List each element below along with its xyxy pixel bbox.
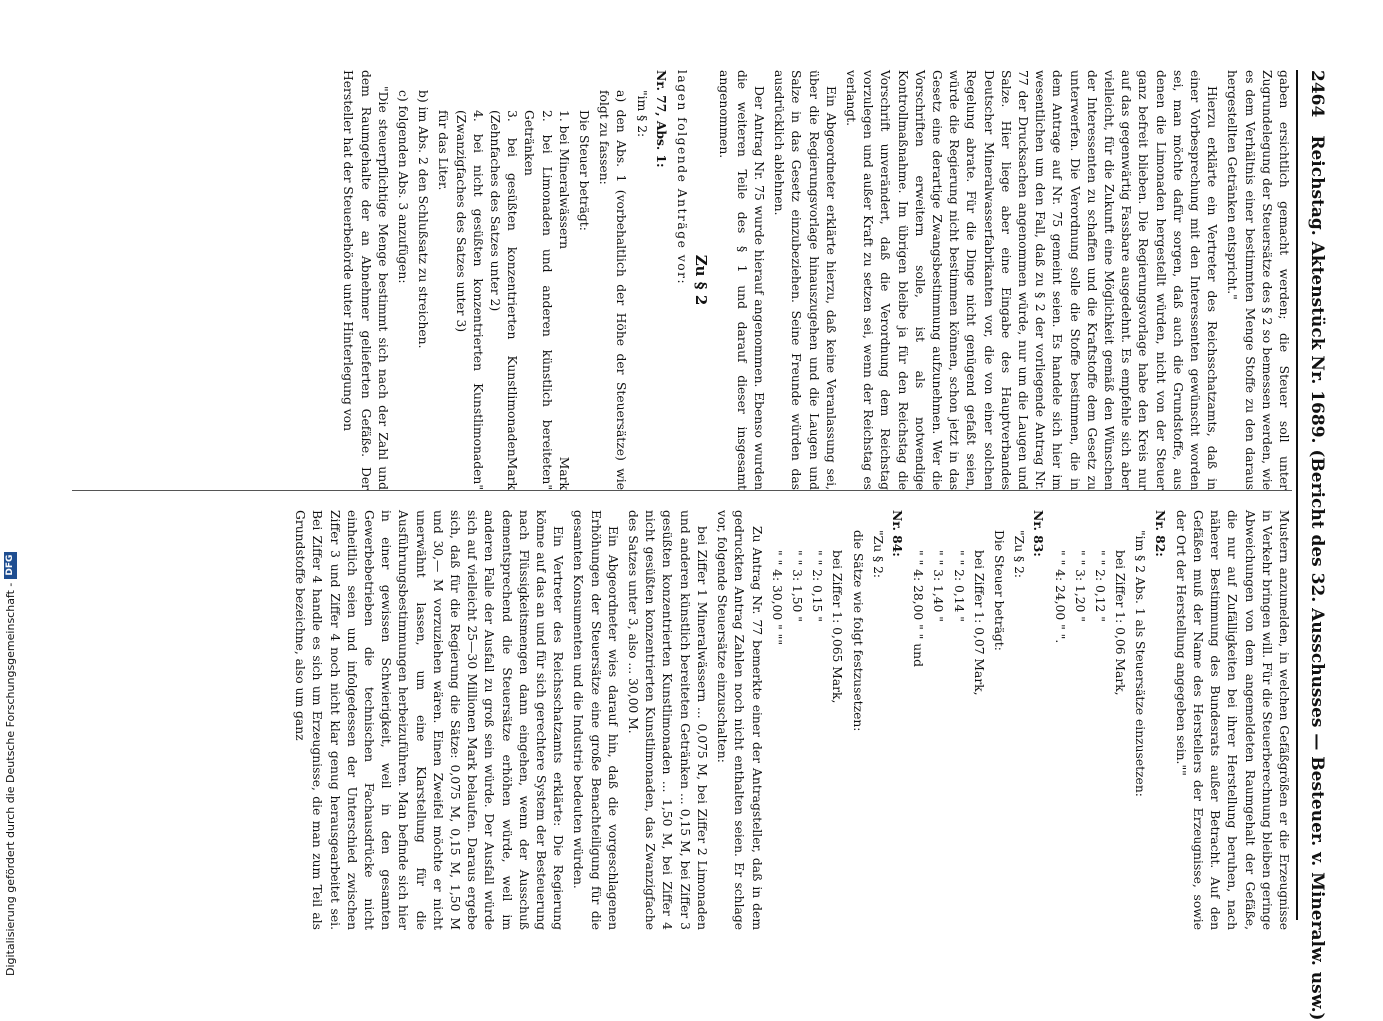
dfg-logo: DFG xyxy=(4,552,17,579)
rate-unit: " xyxy=(470,484,485,490)
section-number: § 2 xyxy=(692,281,711,306)
antrag-intro: "Zu § 2: xyxy=(870,530,885,579)
credit-text: Digitalisierung gefördert durch die Deutsche Forschungsgemeinschaft - xyxy=(3,582,17,976)
rate-row xyxy=(555,70,572,490)
rate-line: bei Ziffer 1: 0,065 Mark, xyxy=(830,550,845,704)
rate-unit: Mark xyxy=(556,456,571,490)
section-heading xyxy=(692,70,709,490)
rate-row xyxy=(520,70,554,490)
antrag-intro: "im § 2 Abs. 1 als Steuersätze einzusetzen: xyxy=(1133,530,1148,797)
rate-label: 3. bei gesüßten konzentrierten Kunstlimonaden (Zehnfaches des Satzes unter 2) xyxy=(488,110,520,457)
right-column xyxy=(288,510,1292,930)
rate-row xyxy=(451,70,485,490)
antrag-item-c: c) folgenden Abs. 3 anzufügen: xyxy=(396,90,411,284)
fuer-liter: für das Liter. xyxy=(436,110,451,191)
rate-label: 1. bei Mineralwässern xyxy=(556,110,571,250)
steuer-label: Die Steuer beträgt: xyxy=(577,110,592,231)
rate-label: 4. bei nicht gesüßten konzentrierten Kunstlimonaden (Zwanzigfaches des Satzes unter 3) xyxy=(453,110,485,485)
paragraph: bei Ziffer 1 Mineralwässern ... 0,075 M, bei Ziffer 2 Limonaden und anderen künstlich bereiteten Getränken ... 0,15 M, bei Ziffer 3 gesüßten konzentrierten Kunstlimonaden ... 1,50 M, bei Ziffer 4 nicht gesüßten konzentrierten Kunstlimonaden, das Zwanzigfache des Satzes unter 3, also ... 30,00 M. xyxy=(626,510,709,930)
rate-line: " " 3: 1,20 " xyxy=(1072,550,1087,622)
paragraph: gaben ersichtlich gemacht werden; die Steuer soll unter Zugrundelegung der Steuersätze des § 2 so bemessen werden, wie es dem Verhältnis einer bestimmten Menge Stoffe zu den daraus hergestellten Getränken entspricht." xyxy=(1225,70,1291,490)
rate-unit: Mark xyxy=(505,456,520,490)
paragraph: Zu Antrag Nr. 77 bemerkte einer der Antragsteller, daß in dem gedruckten Antrag Zahlen noch nicht enthalten seien. Er schlage vor, folgende Steuersätze einzuschalten: xyxy=(715,510,764,930)
rate-line: " " 4: 30,00 " "" xyxy=(769,550,784,645)
rate-line: " " 2: 0,14 " xyxy=(951,550,966,622)
rate-line: " " 3: 1,40 " xyxy=(931,550,946,622)
antrag-item-b: b) im Abs. 2 den Schlußsatz zu streichen. xyxy=(416,90,431,349)
rate-line: " " 4: 28,00 " " und xyxy=(911,550,926,667)
rate-line: " " 2: 0,12 " xyxy=(1092,550,1107,622)
steuer-label: die Sätze wie folgt festzusetzen: xyxy=(850,530,865,732)
antrag-label: Nr. 83: xyxy=(1031,510,1047,557)
steuer-label: Die Steuer beträgt: xyxy=(991,530,1006,651)
page-title: Reichstag. Aktenstück Nr. 1689. (Bericht des 32. Ausschusses — Besteuer. v. Mineralw. usw.) xyxy=(1307,135,1327,1021)
paragraph: "Die steuerpflichtige Menge bestimmt sich nach der Zahl und dem Raumgehalte der an Abnehmer gelieferten Gefäße. Der Hersteller hat der Steuerbehörde unter Hinterlegung von xyxy=(341,70,390,490)
rate-line: " " 4: 24,00 " ". xyxy=(1052,550,1067,644)
antrag-item-a: a) den Abs. 1 (vorbehaltlich der Höhe der Steuersätze) wie folgt zu fassen: xyxy=(597,90,629,490)
paragraph: Hierzu erklärte ein Vertreter des Reichsschatzamts, daß in einer Vorbesprechung mit den Interessenten gewünscht worden sei, man möchte dafür sorgen, daß auch die Grundstoffe, aus denen die Limonaden hergestellt würden, nicht von der Steuer ganz befreit blieben. Die Regierungsvorlage habe den Kreis nur auf das gegenwärtig Fassbare ausgedehnt. Es empfehle sich aber vielleicht, für die Zukunft eine Möglichkeit gemäß den Wünschen der Interessenten zu schaffen und die Kraftstoffe dem Gesetz zu unterwerfen. Die Verordnung solle die Stoffe bestimmen, die in dem Antrage auf Nr. 75 gemeint seien. Es handele sich hier im wesentlichen um den Fall, daß zu § 2 der vorliegende Antrag Nr. 77 der Drucksachen angenommen würde, nur um die Laugen und Salze. Hier liege aber eine Eingabe des Hauptverbandes Deutscher Mineralwasserfabrikanten vor, die von einer solchen Regelung abrate. Für die Dinge nicht genügend gefaßt seien, würde die Regierung nicht bestimmen können, schon jetzt in das Gesetz eine derartige Zwangsbestimmung aufzunehmen. Wer die Vorschriften erweitern solle, ist als notwendige Kontrollmaßnahme. Im übrigen bleibe ja für den Reichstag die Vorschrift unverändert, daß die Verordnung dem Reichstag vorzulegen und außer Kraft zu setzen sei, wenn der Reichstag es verlangt. xyxy=(843,70,1220,490)
sidebar-credit xyxy=(0,0,26,1000)
paragraph: Mustern anzumelden, in welchen Gefäßgrößen er die Erzeugnisse in Verkehr bringen will. Für die Steuerberechnung bleiben geringe Abweichungen von dem angemeldeten Raumgehalt der Gefäße, die nur auf Zufälligkeiten bei ihrer Herstellung beruhen, nach näherer Bestimmung des Bundesrats außer Betracht. Auf den Gefäßen muß der Name des Herstellers der Erzeugnisse, sowie der Ort der Herstellung angegeben sein."" xyxy=(1173,510,1291,930)
paragraph: Der Antrag Nr. 75 wurde hierauf angenommen. Ebenso wurden die weiteren Teile des § 1 und darauf dieser insgesamt angenommen. xyxy=(717,70,766,490)
paragraph: Ein Vertreter des Reichsschatzamts erklärte: Die Regierung könne auf das an und für sich gerechtere System der Besteuerung nach Flüssigkeitsmengen dann eingehen, wenn der Ausschuß dementsprechend die Steuersätze erhöhen würde, weil im anderen Falle der Ausfall zu groß sein würde. Der Ausfall würde sich auf vielleicht 25—30 Millionen Mark belaufen. Daraus ergebe sich, daß für die Regierung die Sätze: 0,075 M, 0,15 M, 1,50 M und 30,— M vorzuziehen wären. Einen Zweifel möchte er nicht unerwähnt lassen, um eine Klarstellung für die Ausführungsbestimmungen herbeizuführen. Man befinde sich hier in einer gewissen Schwierigkeit, weil in den gesamten Gewerbebetrieben die technischen Fachausdrücke nicht einheitlich seien und infolgedessen der Unterschied zwischen Ziffer 3 und Ziffer 4 noch nicht klar genug herausgearbeitet sei. Bei Ziffer 4 handle es sich um Erzeugnisse, die man zum Teil als Grundstoffe bezeichne, also um ganz xyxy=(293,510,566,930)
rate-line: " " 3: 1,50 " xyxy=(789,550,804,622)
paragraph: Ein Abgeordneter erklärte hierzu, daß keine Veranlassung sei, über die Regierungsvorlage hinauszugehen und die Laugen und Salze in das Gesetz einzubeziehen. Seine Freunde würden das ausdrücklich ablehnen. xyxy=(772,70,838,490)
rate-unit: " xyxy=(539,484,554,490)
antrag-label: Nr. 82: xyxy=(1152,510,1168,557)
rate-label: 2. bei Limonaden und anderen künstlich bereiteten Getränken xyxy=(522,110,554,485)
column-divider xyxy=(72,490,1292,491)
rate-line: " " 2: 0,15 " xyxy=(810,550,825,622)
page-header xyxy=(1296,70,1336,1021)
page-number: 2464 xyxy=(1307,70,1327,118)
left-column xyxy=(336,70,1292,490)
digitization-credit xyxy=(0,16,21,976)
paragraph: Ein Abgeordneter wies darauf hin, daß die vorgeschlagenen Erhöhungen der Steuersätze eine große Benachteiligung für die gesamten Konsumenten und die Industrie bedeuten würden. xyxy=(571,510,620,930)
antrag-label: Nr. 84: xyxy=(889,510,905,557)
rate-line: bei Ziffer 1: 0,07 Mark, xyxy=(971,550,986,696)
rate-line: bei Ziffer 1: 0,06 Mark, xyxy=(1113,550,1128,696)
antrag-label: Nr. 77, Abs. 1: xyxy=(653,70,669,168)
section-zu: Zu xyxy=(692,254,711,277)
antrag-intro: "im § 2: xyxy=(634,90,649,138)
paragraph: lagen folgende Anträge vor: xyxy=(675,70,690,286)
antrag-intro: "Zu § 2: xyxy=(1012,530,1027,579)
rate-row xyxy=(486,70,520,490)
document-page xyxy=(52,0,1342,1021)
